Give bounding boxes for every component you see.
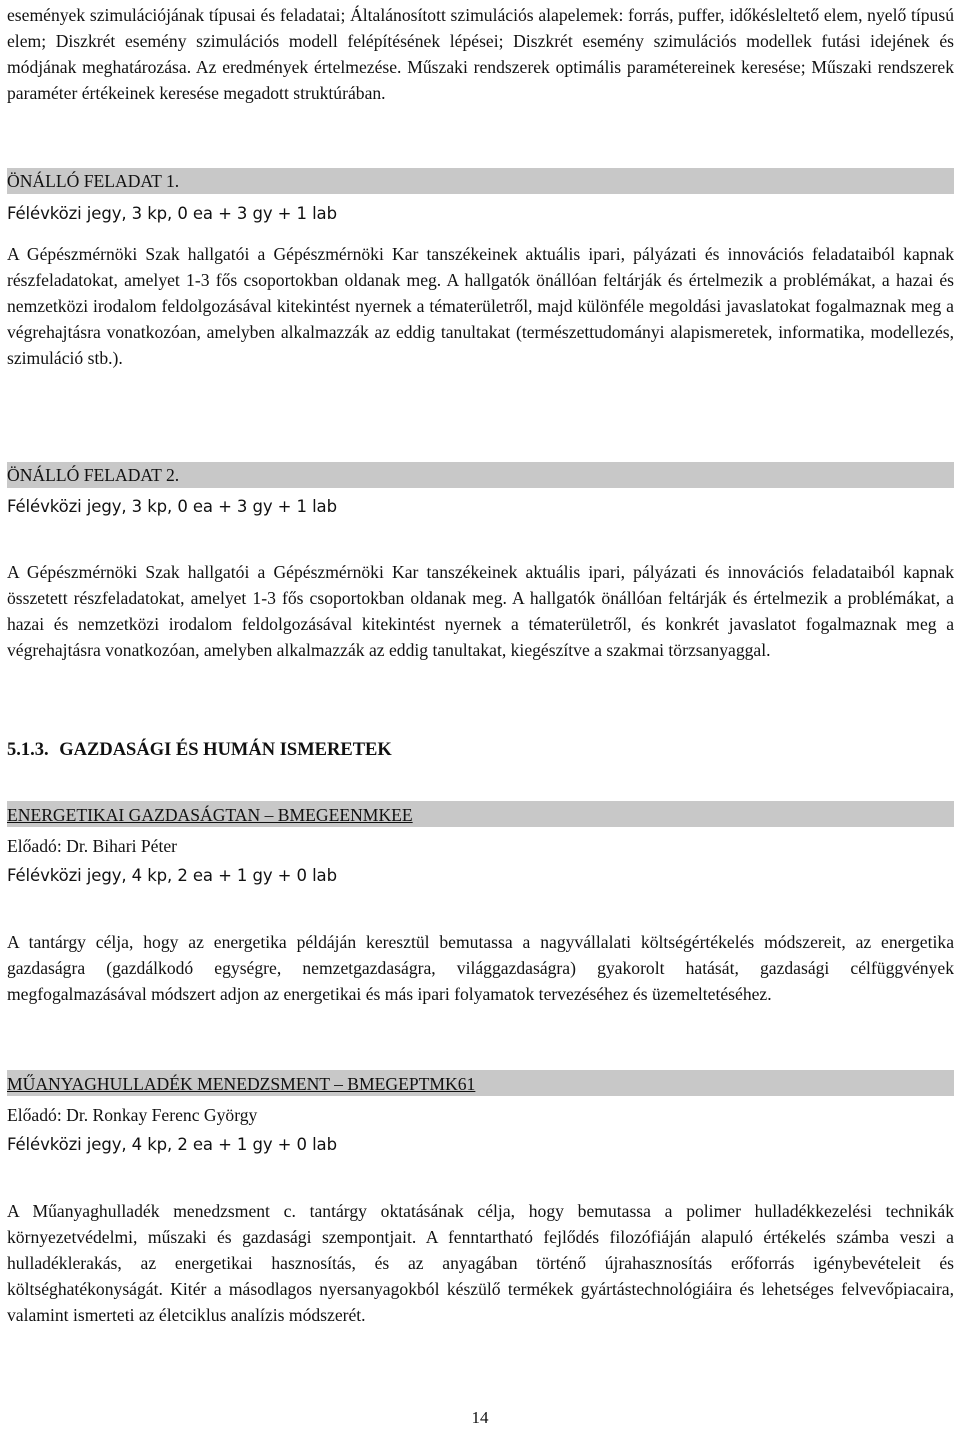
task1-meta: Félévközi jegy, 3 kp, 0 ea + 3 gy + 1 lab [7, 204, 337, 223]
section-heading [7, 737, 954, 763]
course1-body: A tantárgy célja, hogy az energetika példáján keresztül bemutassa a nagyvállalati költségértékelés módszereit, az energetika gazdaságra (gazdálkodó egységre, nemzetgazdaságra, világgazdaságra) gyakorolt hatását, gazdasági célfüggvények megfogalmazásával módszert adjon az energetikai és más ipari folyamatok tervezéséhez és üzemeltetéséhez. [7, 932, 954, 1004]
course2-meta: Félévközi jegy, 4 kp, 2 ea + 1 gy + 0 lab [7, 1135, 337, 1154]
course1-heading: ENERGETIKAI GAZDASÁGTAN – BMEGEENMKEE [7, 801, 954, 827]
course2-body: A Műanyaghulladék menedzsment c. tantárgy oktatásának célja, hogy bemutassa a polimer hulladékkezelési technikák környezetvédelmi, műszaki és gazdasági szempontjait. A fenntartható fejlődés filozófiáján alapuló értékelés számba veszi a hulladéklerakás, az energetikai hasznosítás, és az anyagában történő újrahasznosítás erőforrás igénybevételeit és költséghatékonyságát. Kitér a másodlagos nyersanyagokból készülő termékek gyártástechnológiáira és lehetséges felvevőpiacaira, valamint ismerteti az életciklus analízis módszerét. [7, 1201, 954, 1325]
task2-meta: Félévközi jegy, 3 kp, 0 ea + 3 gy + 1 lab [7, 497, 337, 516]
course1-meta: Félévközi jegy, 4 kp, 2 ea + 1 gy + 0 lab [7, 866, 337, 885]
task2-body: A Gépészmérnöki Szak hallgatói a Gépészmérnöki Kar tanszékeinek aktuális ipari, pályázati és innovációs feladataiból kapnak összetett részfeladatokat, amelyet 1-3 fős csoportokban oldanak meg. A hallgatók önállóan feltárják és értelmezik a problémákat, a hazai és nemzetközi irodalom feldolgozásával kitekintést nyernek a tématerületről, és konkrét javaslatot fogalmaznak meg a végrehajtásra vonatkozóan, amelyben alkalmazzák az eddig tanultakat, kiegészítve a szakmai törzsanyaggal. [7, 562, 954, 660]
task1-heading: ÖNÁLLÓ FELADAT 1. [7, 168, 954, 194]
course1-body-section [7, 929, 954, 1007]
course2-lecturer: Előadó: Dr. Ronkay Ferenc György [7, 1105, 258, 1125]
task1-body: A Gépészmérnöki Szak hallgatói a Gépészmérnöki Kar tanszékeinek aktuális ipari, pályázati és innovációs feladataiból kapnak részfeladatokat, amelyet 1-3 fős csoportokban oldanak meg. A hallgatók önállóan feltárják és értelmezik a problémákat, a hazai és nemzetközi irodalom feldolgozásával kitekintést nyernek a tématerületről, majd különféle megoldási javaslatokat fogalmaznak meg a végrehajtásra vonatkozóan, amelyben alkalmazzák az eddig tanultakat (természettudományi alapismeretek, informatika, modellezés, szimuláció stb.). [7, 244, 954, 368]
task2-heading: ÖNÁLLÓ FELADAT 2. [7, 462, 954, 488]
course2-body-section [7, 1198, 954, 1328]
course2-heading: MŰANYAGHULLADÉK MENEDZSMENT – BMEGEPTMK61 [7, 1070, 954, 1096]
section-title: GAZDASÁGI ÉS HUMÁN ISMERETEK [59, 740, 392, 760]
section-number: 5.1.3. [7, 740, 49, 760]
intro-paragraph: események szimulációjának típusai és feladatai; Általánosított szimulációs alapelemek: forrás, puffer, időkésleltető elem, nyelő típusú elem; Diszkrét esemény szimulációs modell felépítésének lépései; Diszkrét esemény szimulációs modellek futási idejének és módjának meghatározása. Az eredmények értelmezése. Műszaki rendszerek optimális paramétereinek keresése; Műszaki rendszerek paraméter értékeinek keresése megadott struktúrában. [7, 5, 954, 103]
course1-lecturer: Előadó: Dr. Bihari Péter [7, 836, 178, 856]
intro-section [7, 2, 954, 106]
task1-body-section [7, 241, 954, 371]
task2-body-section [7, 559, 954, 663]
page-number: 14 [471, 1408, 489, 1427]
